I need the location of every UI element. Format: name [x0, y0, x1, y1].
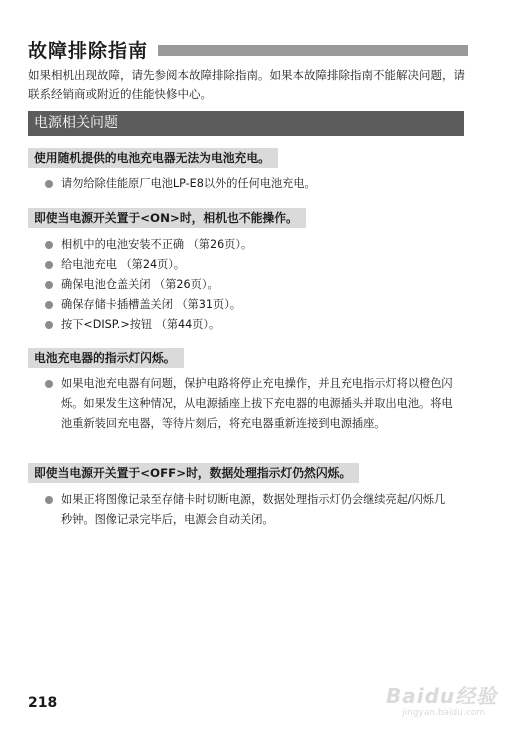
bullet-icon — [45, 180, 53, 188]
section-header: 电源相关问题 — [28, 111, 464, 136]
bullet-icon — [45, 241, 53, 249]
bullet-icon — [45, 496, 53, 504]
bullet-icon — [45, 261, 53, 269]
list-item: 确保电池仓盖关闭 （第26页）。 — [44, 275, 456, 295]
list-item: 请勿给除佳能原厂电池LP-E8以外的任何电池充电。 — [44, 174, 456, 194]
list-item: 如果正将图像记录至存储卡时切断电源，数据处理指示灯仍会继续亮起/闪烁几秒钟。图像记录完毕后，电源会自动关闭。 — [44, 490, 456, 530]
page-number: 218 — [28, 695, 58, 711]
issue-list-3 — [44, 374, 456, 434]
list-item: 相机中的电池安装不正确 （第26页）。 — [44, 235, 456, 255]
issue-list-2 — [44, 235, 456, 335]
watermark-url: jingyan.baidu.com — [402, 708, 486, 718]
watermark — [386, 680, 496, 724]
bullet-icon — [45, 321, 53, 329]
issue-list-4 — [44, 490, 456, 530]
watermark-logo: Baidu经验 — [386, 684, 498, 708]
issue-list-1 — [44, 174, 456, 194]
list-item: 如果电池充电器有问题，保护电路将停止充电操作，并且充电指示灯将以橙色闪烁。如果发生这种情况，从电源插座上拔下充电器的电源插头并取出电池。将电池重新装回充电器，等待片刻后，将充电器重新连接到电源插座。 — [44, 374, 456, 434]
issue-heading-1: 使用随机提供的电池充电器无法为电池充电。 — [28, 148, 278, 168]
issue-heading-4: 即使当电源开关置于<OFF>时，数据处理指示灯仍然闪烁。 — [28, 463, 359, 483]
bullet-icon — [45, 281, 53, 289]
title-rule — [158, 45, 468, 56]
list-item: 给电池充电 （第24页）。 — [44, 255, 456, 275]
issue-heading-2: 即使当电源开关置于<ON>时，相机也不能操作。 — [28, 208, 306, 228]
list-item: 按下<DISP.>按钮 （第44页）。 — [44, 315, 456, 335]
page-title-row — [28, 36, 468, 62]
bullet-icon — [45, 380, 53, 388]
page-title: 故障排除指南 — [28, 39, 149, 62]
issue-heading-3: 电池充电器的指示灯闪烁。 — [28, 348, 184, 368]
list-item: 确保存储卡插槽盖关闭 （第31页）。 — [44, 295, 456, 315]
bullet-icon — [45, 301, 53, 309]
intro-paragraph: 如果相机出现故障，请先参阅本故障排除指南。如果本故障排除指南不能解决问题，请联系经销商或附近的佳能快修中心。 — [28, 68, 465, 101]
